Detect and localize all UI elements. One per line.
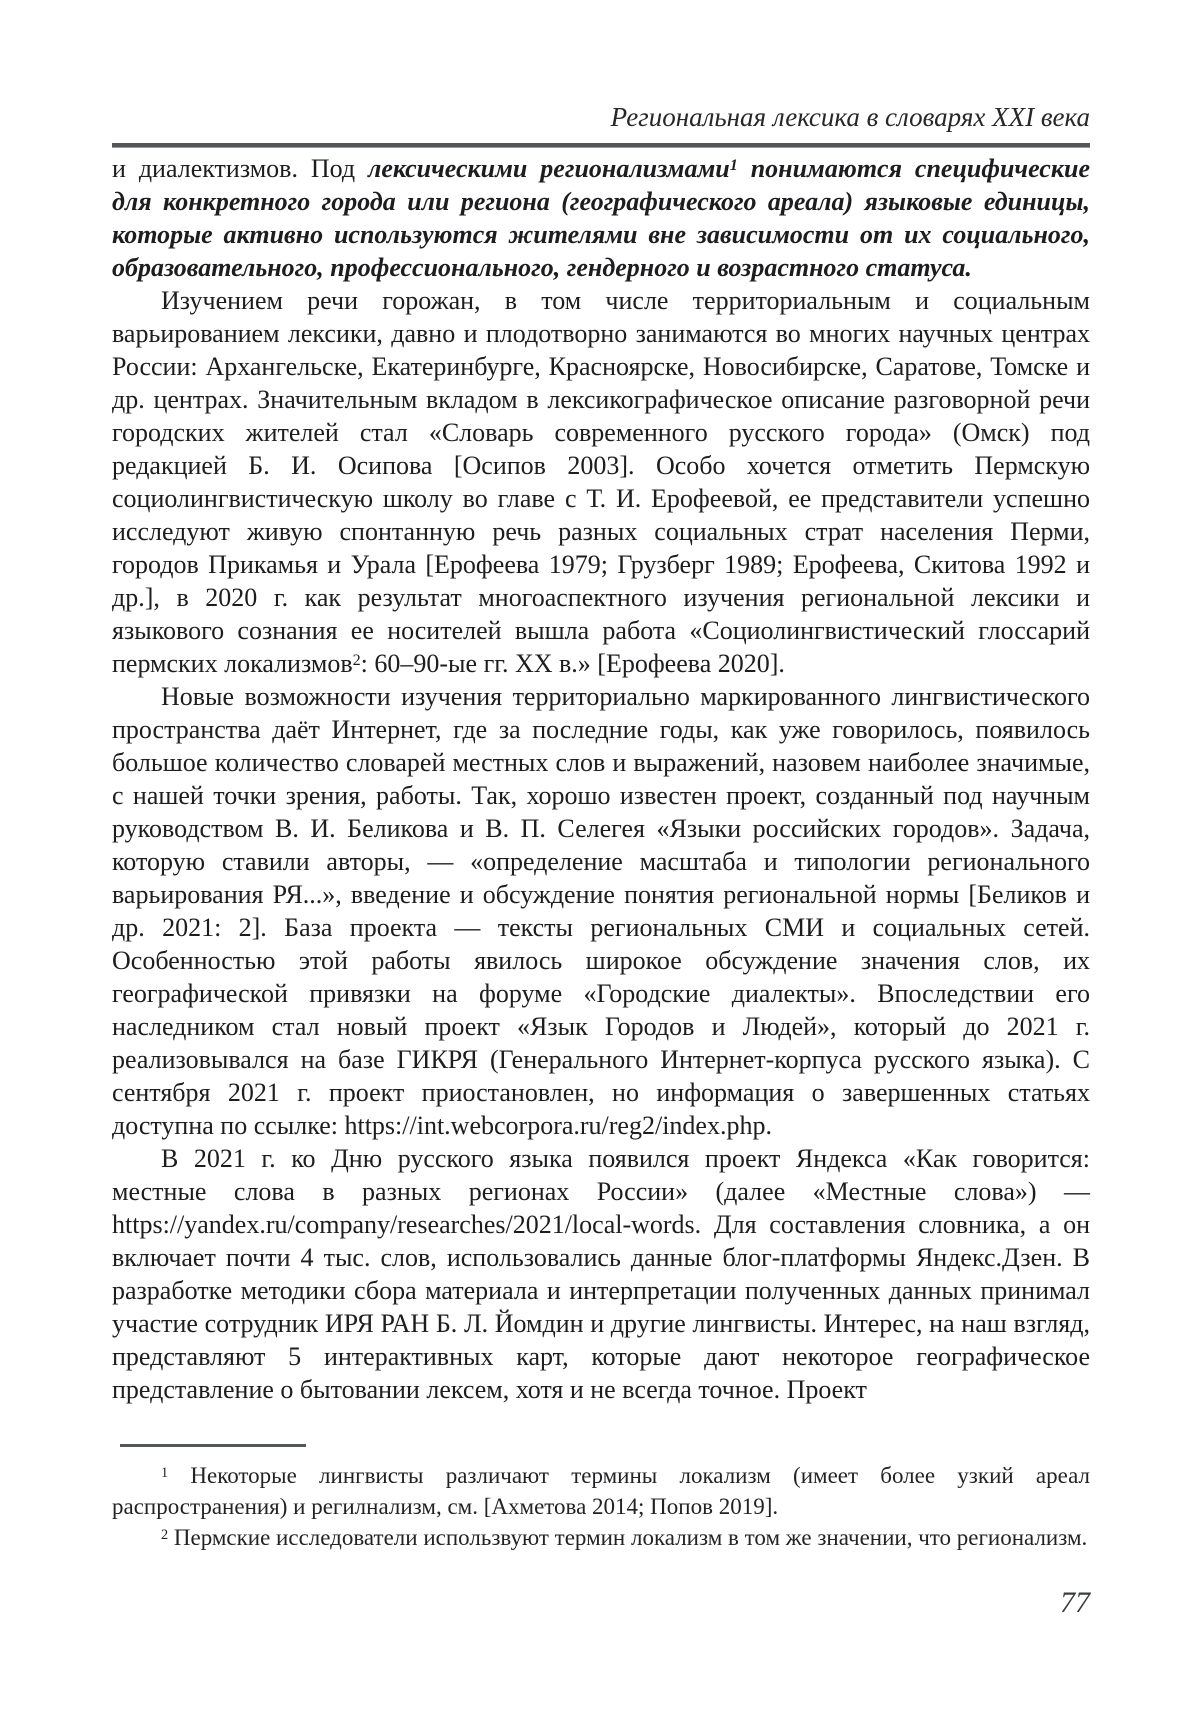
p2-text-after-ref: : 60–90-ые гг. XX в.» [Ерофеева 2020]. [360,649,785,678]
article-body [112,152,1090,1406]
page-number: 77 [1060,1586,1090,1619]
paragraph-yandex-project: В 2021 г. ко Дню русского языка появился проект Яндекса «Как говорится: местные слова в разных регионах России» (далее «Местные слова») — https://yandex.ru/company/researches/2021/local-words. Для составления словника, а он включает почти 4 тыс. слов, использовались данные блог-платформы Яндекс.Дзен. В разработке методики сбора материала и интерпретации полученных данных принимал участие сотрудник ИРЯ РАН Б. Л. Йомдин и другие лингвисты. Интерес, на наш взгляд, представляют 5 интерактивных карт, которые дают некоторое географическое представление о бытовании лексем, хотя и не всегда точное. Проект [112,1144,1090,1404]
footnote-separator [120,1444,306,1447]
footnote-2-text: Пермские исследователи использвуют термин локализм в том же значении, что регионализм. [173,1525,1088,1550]
p1-lead: и диалектизмов. Под [112,154,369,183]
p1-definition: понимаются специфические для конкретного города или региона (географического ареала) языковые единицы, которые активно используются жителями вне зависимости от их социального, образовательного, профессионального, гендерного и возрастного статуса. [112,154,1090,282]
p1-term: лексическими регионализмами [368,154,730,183]
running-head-title: Региональная лексика в словарях XXI века [610,102,1090,132]
paragraph-urban-speech [112,284,1090,680]
header-rule [112,143,1090,148]
footnote-ref-2: 2 [352,651,361,669]
footnote-ref-1: 1 [729,156,738,174]
p2-text-before-ref: Изучением речи горожан, в том числе территориальным и социальным варьированием лексики, давно и плодотворно занимаются во многих научных центрах России: Архангельске, Екатеринбурге, Красноярске, Новосибирске, Саратове, Томске и др. центрах. Значительным вкладом в лексикографическое описание разговорной речи городских жителей стал «Словарь современного русского города» (Омск) под редакцией Б. И. Осипова [Осипов 2003]. Особо хочется отметить Пермскую социолингвистическую школу во главе с Т. И. Ерофеевой, ее представители успешно исследуют живую спонтанную речь разных социальных страт населения Перми, городов Прикамья и Урала [Ерофеева 1979; Грузберг 1989; Ерофеева, Скитова 1992 и др.], в 2020 г. как результат многоаспектного изучения региональной лексики и языкового сознания ее носителей вышла работа «Социолингвистический глоссарий пермских локализмов [112,286,1090,678]
footnote-1-text: Некоторые лингвисты различают термины локализм (имеет более узкий ареал распространения) и регилнализм, см. [Ахметова 2014; Попов 2019]. [112,1463,1091,1519]
footnote-2-marker: 2 [161,1526,169,1543]
footnote-1 [112,1460,1090,1522]
footnotes-section [112,1444,1090,1553]
paragraph-internet-projects: Новые возможности изучения территориально маркированного лингвистического пространства даёт Интернет, где за последние годы, как уже говорилось, появилось большое количество словарей местных слов и выражений, назовем наиболее значимые, с нашей точки зрения, работы. Так, хорошо известен проект, созданный под научным руководством В. И. Беликова и В. П. Селегея «Языки российских городов». Задача, которую ставили авторы, — «определение масштаба и типологии регионального варьирования РЯ...», введение и обсуждение понятия региональной нормы [Беликов и др. 2021: 2]. База проекта — тексты региональных СМИ и социальных сетей. Особенностью этой работы явилось широкое обсуждение значения слов, их географической привязки на форуме «Городские диалекты». Впоследствии его наследником стал новый проект «Язык Городов и Людей», который до 2021 г. реализовывался на базе ГИКРЯ (Генерального Интернет-корпуса русского языка). С сентября 2021 г. проект приостановлен, но информация о завершенных статьях доступна по ссылке: https://int.webcorpora.ru/reg2/index.php. [112,682,1090,1140]
paragraph-definition [112,152,1090,284]
footnote-2 [112,1522,1090,1553]
footnote-1-marker: 1 [161,1464,169,1481]
running-head [112,100,1090,134]
